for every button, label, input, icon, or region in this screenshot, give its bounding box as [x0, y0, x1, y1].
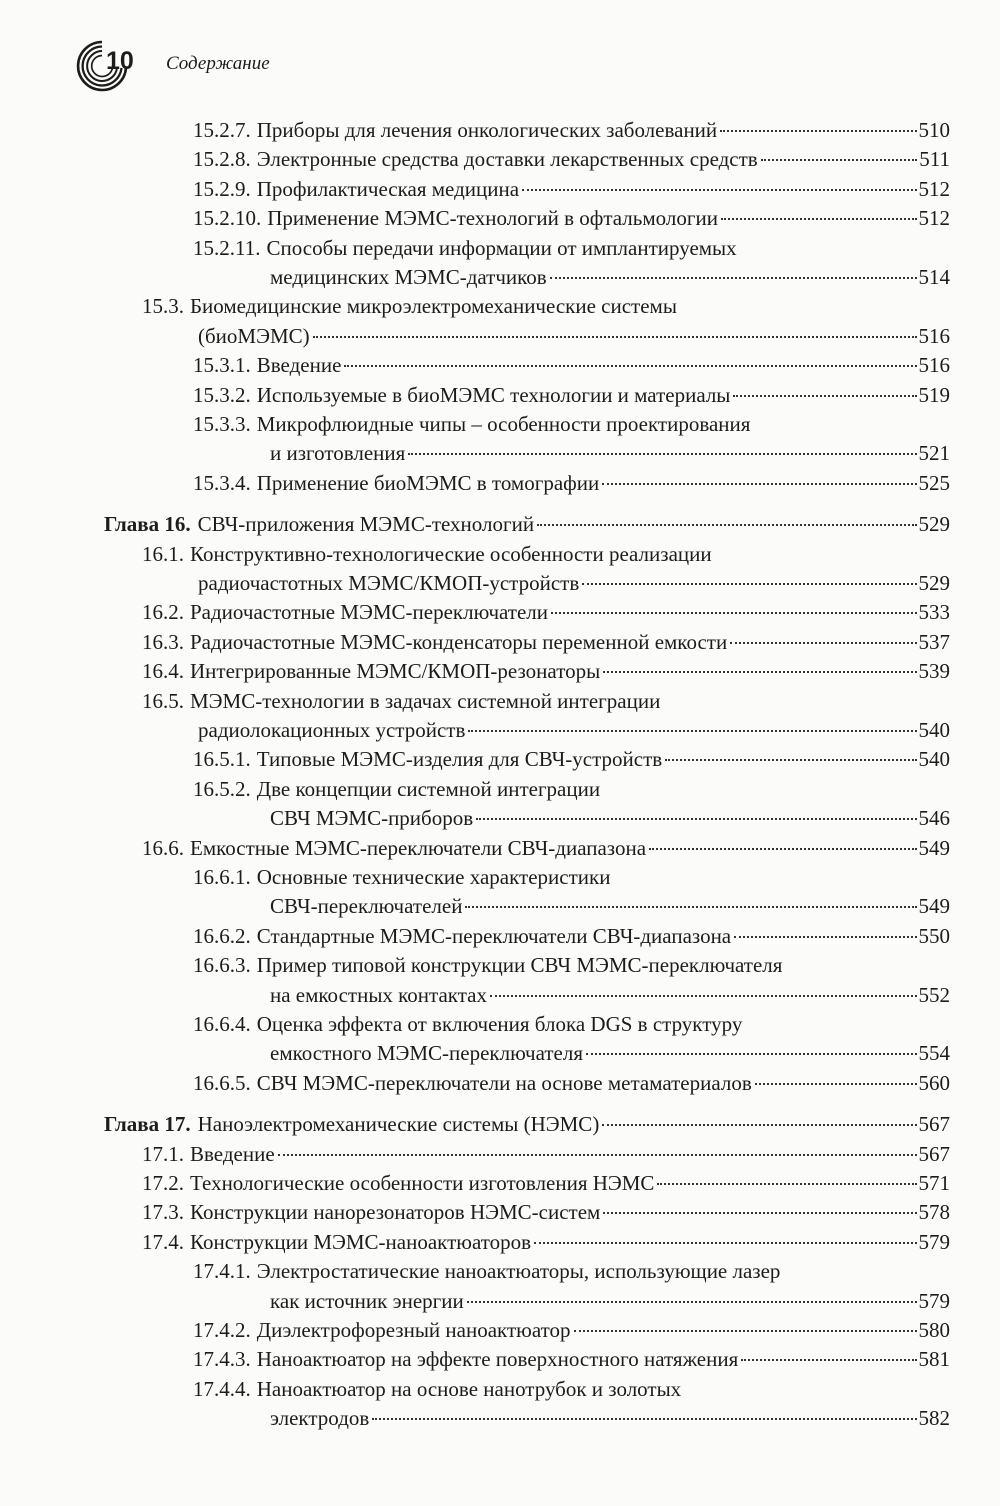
toc-line-content	[270, 1404, 950, 1433]
section-number: 15.3.2.	[193, 382, 251, 407]
toc-line	[142, 657, 950, 686]
toc-line	[193, 1257, 780, 1286]
toc-line-content	[104, 510, 950, 539]
dot-leader	[278, 1153, 917, 1156]
toc-line	[142, 540, 712, 569]
section-title: Основные технические характеристики	[256, 865, 611, 889]
toc-line-content	[193, 1375, 681, 1404]
toc-line-content	[193, 1069, 950, 1098]
page-number-ref: 539	[918, 659, 950, 684]
section-title-continuation: емкостного МЭМС-переключателя	[270, 1041, 583, 1066]
dot-leader	[574, 1329, 917, 1332]
toc-line	[142, 1228, 950, 1257]
page-number-ref: 537	[918, 629, 950, 654]
dot-leader	[465, 905, 916, 908]
section-number: 17.2.	[142, 1171, 184, 1195]
section-title: Оценка эффекта от включения блока DGS в структуру	[256, 1012, 743, 1036]
section-title: Электронные средства доставки лекарственных средств	[256, 147, 758, 172]
section-title: Стандартные МЭМС-переключатели СВЧ-диапазона	[256, 923, 732, 948]
toc-line-content	[193, 381, 950, 410]
dot-leader	[467, 1300, 917, 1303]
toc-line-content	[142, 657, 950, 686]
dot-leader	[603, 670, 916, 673]
section-number: 15.2.10.	[193, 206, 262, 231]
toc-line	[142, 1198, 950, 1227]
toc-line-content	[198, 569, 950, 598]
dot-leader	[603, 1211, 916, 1214]
page-number-ref: 579	[918, 1288, 950, 1313]
section-title: Способы передачи информации от имплантируемых	[266, 235, 737, 260]
dot-leader	[313, 335, 917, 338]
page-number-ref: 560	[918, 1070, 950, 1095]
section-title: Введение	[256, 353, 342, 378]
dot-leader	[582, 582, 916, 585]
page-number-ref: 580	[918, 1318, 950, 1342]
section-title-continuation: на емкостных контактах	[270, 982, 487, 1007]
page-number-ref: 519	[918, 382, 950, 407]
toc-line	[193, 745, 950, 774]
dot-leader	[730, 641, 916, 644]
section-title: Интегрированные МЭМС/КМОП-резонаторы	[190, 659, 601, 684]
toc-line-content	[193, 1010, 742, 1039]
section-title: Типовые МЭМС-изделия для СВЧ-устройств	[256, 747, 663, 772]
section-number: 16.3.	[142, 629, 184, 654]
page-number-ref: 571	[918, 1171, 950, 1195]
dot-leader	[720, 129, 916, 132]
dot-leader	[602, 482, 916, 485]
page-number-ref: 540	[918, 747, 950, 772]
page-number-ref: 567	[918, 1112, 950, 1137]
section-number: 16.1.	[142, 541, 184, 566]
section-number: 17.4.4.	[193, 1376, 251, 1401]
dot-leader	[586, 1052, 917, 1055]
section-number: 16.5.1.	[193, 747, 251, 772]
toc-line	[193, 116, 950, 145]
dot-leader	[408, 452, 916, 455]
toc-line	[198, 322, 950, 351]
section-title: Технологические особенности изготовления НЭМС	[190, 1171, 655, 1195]
page-number-ref: 540	[918, 718, 950, 742]
page-number-ref: 525	[918, 470, 950, 495]
toc-line	[270, 1039, 950, 1068]
section-title-continuation: (биоМЭМС)	[198, 323, 310, 348]
section-title: Биомедицинские микроэлектромеханические системы	[190, 294, 677, 319]
section-title: Пример типовой конструкции СВЧ МЭМС-переключателя	[256, 953, 783, 978]
toc-line-content	[193, 863, 610, 892]
section-number: 16.5.2.	[193, 776, 251, 801]
dot-leader	[741, 1358, 916, 1361]
section-number: 16.6.	[142, 835, 184, 860]
toc-line-content	[270, 263, 950, 292]
dot-leader	[372, 1417, 916, 1420]
toc-line-content	[142, 1228, 950, 1257]
section-title: Радиочастотные МЭМС-переключатели	[190, 600, 549, 625]
dot-leader	[649, 847, 916, 850]
toc-line	[193, 175, 950, 204]
page-number-ref: 529	[918, 512, 950, 537]
section-title: Наноактюатор на основе нанотрубок и золотых	[256, 1376, 682, 1401]
toc-line	[193, 1316, 950, 1345]
section-title: Введение	[190, 1141, 275, 1166]
toc-line	[142, 687, 660, 716]
section-title: Конструктивно-технологические особенности реализации	[190, 541, 712, 566]
page-number-ref: 581	[918, 1347, 950, 1372]
section-title: Конструкции нанорезонаторов НЭМС-систем	[190, 1200, 601, 1225]
page-number-ref: 579	[918, 1229, 950, 1254]
toc-line	[193, 351, 950, 380]
toc-line-content	[193, 204, 950, 233]
toc-line-content	[142, 1198, 950, 1227]
dot-leader	[476, 817, 916, 820]
page-number-ref: 550	[918, 923, 950, 948]
page-number: 10	[106, 47, 134, 75]
toc-line-content	[193, 1345, 950, 1374]
section-title: Применение биоМЭМС в томографии	[256, 470, 600, 495]
page-number-ref: 582	[918, 1406, 950, 1431]
toc-line	[270, 892, 950, 921]
section-title-continuation: и изготовления	[270, 441, 406, 466]
toc-line	[193, 234, 737, 263]
page-number-ref: 512	[918, 206, 950, 231]
section-title: СВЧ МЭМС-переключатели на основе метаматериалов	[256, 1070, 752, 1095]
page-number-ref: 549	[918, 835, 950, 860]
dot-leader	[490, 994, 917, 997]
section-number: 16.6.5.	[193, 1070, 251, 1095]
section-number: 17.4.1.	[193, 1259, 251, 1284]
toc-line-content	[193, 469, 950, 498]
toc-line-content	[142, 1140, 950, 1169]
section-number: 17.4.	[142, 1229, 184, 1254]
section-number: 16.6.1.	[193, 865, 251, 889]
page-number-ref: 529	[918, 571, 950, 595]
section-number: 16.2.	[142, 600, 184, 625]
dot-leader	[755, 1082, 917, 1085]
chapter-label: Глава 16.	[104, 512, 191, 537]
toc-line-content	[142, 540, 712, 569]
section-title: Диэлектрофорезный наноактюатор	[256, 1318, 571, 1342]
section-number: 15.2.8.	[193, 147, 251, 172]
dot-leader	[602, 1123, 916, 1126]
section-title: Профилактическая медицина	[256, 176, 520, 201]
dot-leader	[551, 611, 916, 614]
section-number: 16.6.4.	[193, 1012, 251, 1036]
toc-line	[193, 469, 950, 498]
section-title: Наноэлектромеханические системы (НЭМС)	[197, 1112, 600, 1137]
toc-line-content	[270, 1287, 950, 1316]
toc-line	[270, 439, 950, 468]
toc-line	[193, 381, 950, 410]
section-title: Применение МЭМС-технологий в офтальмологии	[267, 206, 718, 231]
toc-line	[142, 292, 677, 321]
toc-line	[193, 1345, 950, 1374]
section-number: 17.4.2.	[193, 1318, 251, 1342]
section-title-continuation: СВЧ-переключателей	[270, 894, 463, 919]
section-number: 17.4.3.	[193, 1347, 251, 1372]
page-number-ref: 533	[918, 600, 950, 625]
dot-leader	[344, 364, 916, 367]
toc-line-content	[142, 687, 660, 716]
toc-line-content	[193, 922, 950, 951]
page-number-ref: 514	[918, 265, 950, 289]
toc-line	[270, 1404, 950, 1433]
toc-line-content	[193, 145, 950, 174]
toc-line	[104, 510, 950, 539]
toc-line	[270, 804, 950, 833]
toc-line-content	[193, 1257, 780, 1286]
section-title-continuation: медицинских МЭМС-датчиков	[270, 265, 547, 289]
section-title: Наноактюатор на эффекте поверхностного натяжения	[256, 1347, 739, 1372]
dot-leader	[522, 188, 916, 191]
section-number: 16.6.2.	[193, 923, 251, 948]
section-title: СВЧ-приложения МЭМС-технологий	[197, 512, 535, 537]
section-title: Микрофлюидные чипы – особенности проектирования	[256, 412, 751, 436]
section-title: Две концепции системной интеграции	[256, 776, 601, 801]
section-number: 15.3.3.	[193, 412, 251, 436]
dot-leader	[657, 1182, 916, 1185]
toc-line	[193, 1375, 681, 1404]
section-number: 16.5.	[142, 688, 184, 713]
page-number-ref: 512	[918, 176, 950, 201]
toc-line	[270, 263, 950, 292]
toc-line-content	[270, 804, 950, 833]
page-number-ref: 516	[918, 353, 950, 378]
toc-line-content	[270, 981, 950, 1010]
section-number: 17.3.	[142, 1200, 184, 1225]
page-number-ref: 578	[918, 1200, 950, 1225]
page-number-ref: 552	[918, 982, 950, 1007]
toc-line	[193, 951, 782, 980]
toc-line	[142, 834, 950, 863]
dot-leader	[468, 729, 916, 732]
dot-leader	[550, 276, 917, 279]
dot-leader	[537, 523, 916, 526]
section-number: 15.2.9.	[193, 176, 251, 201]
toc-line	[270, 981, 950, 1010]
toc-line	[193, 204, 950, 233]
page-number-ref: 554	[918, 1041, 950, 1066]
section-title: Электростатические наноактюаторы, использующие лазер	[256, 1259, 781, 1284]
toc-line-content	[193, 234, 737, 263]
section-number: 15.2.11.	[193, 235, 261, 260]
toc-line	[142, 1169, 950, 1198]
toc-line-content	[270, 439, 950, 468]
page-number-ref: 546	[918, 806, 950, 831]
toc-line	[142, 598, 950, 627]
section-title-continuation: радиочастотных МЭМС/КМОП-устройств	[198, 571, 580, 595]
section-number: 15.2.7.	[193, 118, 251, 142]
page-number-ref: 567	[918, 1141, 950, 1166]
section-title: МЭМС-технологии в задачах системной интеграции	[190, 688, 661, 713]
toc-line-content	[193, 745, 950, 774]
toc-line	[193, 922, 950, 951]
dot-leader	[665, 758, 916, 761]
toc-line-content	[104, 1110, 950, 1139]
toc-line-content	[193, 1316, 950, 1345]
section-title-continuation: как источник энергии	[270, 1288, 464, 1313]
section-number: 16.6.3.	[193, 953, 251, 978]
dot-leader	[734, 935, 916, 938]
page-number-ref: 510	[918, 118, 950, 142]
chapter-label: Глава 17.	[104, 1112, 191, 1137]
section-number: 15.3.1.	[193, 353, 251, 378]
page-number-ref: 521	[918, 441, 950, 466]
toc-line	[193, 410, 750, 439]
toc-line	[193, 1069, 950, 1098]
toc-line-content	[270, 892, 950, 921]
toc-line-content	[193, 116, 950, 145]
section-number: 15.3.4.	[193, 470, 251, 495]
section-title: Емкостные МЭМС-переключатели СВЧ-диапазона	[190, 835, 647, 860]
toc-line-content	[193, 351, 950, 380]
section-number: 15.3.	[142, 294, 184, 319]
toc-line-content	[142, 1169, 950, 1198]
toc-line	[193, 1010, 742, 1039]
toc-line-content	[193, 951, 782, 980]
toc-line	[193, 145, 950, 174]
section-title-continuation: электродов	[270, 1406, 370, 1431]
running-head: Содержание	[166, 53, 270, 74]
section-number: 17.1.	[142, 1141, 184, 1166]
page-number-ref: 516	[918, 323, 950, 348]
section-number: 16.4.	[142, 659, 184, 684]
dot-leader	[534, 1241, 916, 1244]
toc-line-content	[142, 628, 950, 657]
section-title: Используемые в биоМЭМС технологии и материалы	[256, 382, 731, 407]
toc-line	[142, 628, 950, 657]
toc-line-content	[198, 322, 950, 351]
section-title-continuation: радиолокационных устройств	[198, 718, 466, 742]
toc-line-content	[142, 834, 950, 863]
section-title: Конструкции МЭМС-наноактюаторов	[190, 1229, 532, 1254]
toc-line-content	[142, 292, 677, 321]
toc-line	[270, 1287, 950, 1316]
toc-line-content	[193, 775, 600, 804]
toc-line	[198, 716, 950, 745]
toc-line	[142, 1140, 950, 1169]
toc-line	[193, 775, 600, 804]
toc-line-content	[193, 410, 750, 439]
page-number-ref: 549	[918, 894, 950, 919]
page-number-ref: 511	[919, 147, 950, 172]
dot-leader	[721, 217, 917, 220]
toc-line	[198, 569, 950, 598]
toc-line-content	[270, 1039, 950, 1068]
dot-leader	[733, 394, 916, 397]
toc-line-content	[193, 175, 950, 204]
toc-line-content	[142, 598, 950, 627]
toc-line	[193, 863, 610, 892]
toc-line-content	[198, 716, 950, 745]
section-title: Приборы для лечения онкологических заболеваний	[256, 118, 718, 142]
section-title-continuation: СВЧ МЭМС-приборов	[270, 806, 474, 831]
toc-line	[104, 1110, 950, 1139]
dot-leader	[761, 158, 918, 161]
section-title: Радиочастотные МЭМС-конденсаторы переменной емкости	[190, 629, 728, 654]
